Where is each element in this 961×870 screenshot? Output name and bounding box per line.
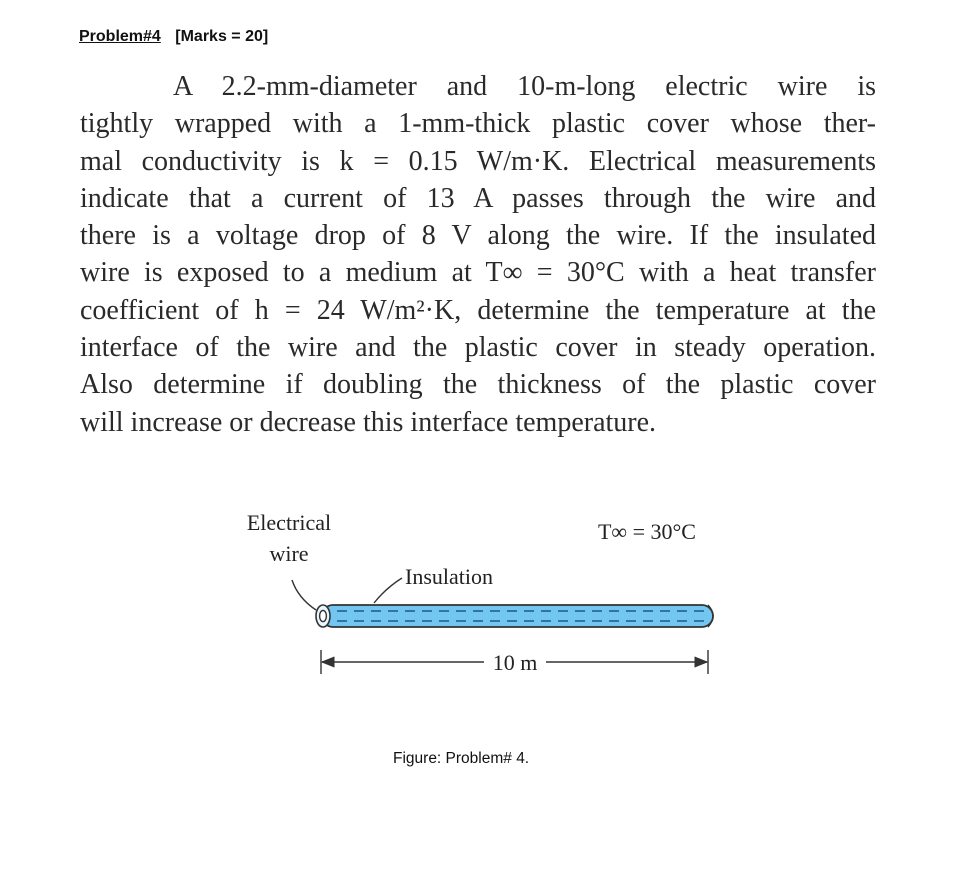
problem-number: Problem#4 xyxy=(79,28,161,45)
figure-caption: Figure: Problem# 4. xyxy=(393,750,530,767)
insulation-label: Insulation xyxy=(405,564,493,589)
problem-line: wire is exposed to a medium at T∞ = 30°C with a heat transfer xyxy=(80,257,876,289)
problem-line: indicate that a current of 13 A passes through the wire and xyxy=(80,182,876,214)
length-label: 10 m xyxy=(492,650,538,675)
problem-line: A 2.2-mm-diameter and 10-m-long electric wire is xyxy=(173,71,876,102)
marks-label: [Marks = 20] xyxy=(175,28,269,45)
ambient-temperature-label: T∞ = 30°C xyxy=(597,519,697,544)
problem-line: coefficient of h = 24 W/m²·K, determine the temperature at the xyxy=(80,294,876,326)
wire-leader-line xyxy=(292,580,316,610)
wire-core-end xyxy=(320,610,327,621)
problem-line: Also determine if doubling the thickness of the plastic cover xyxy=(80,369,876,401)
insulation-leader-line xyxy=(374,578,402,603)
problem-line: interface of the wire and the plastic cover in steady operation. xyxy=(80,332,876,364)
problem-line: there is a voltage drop of 8 V along the wire. If the insulated xyxy=(80,220,876,252)
electrical-wire-label-2: wire xyxy=(269,541,309,566)
problem-line: mal conductivity is k = 0.15 W/m·K. Electrical measurements xyxy=(80,145,876,177)
problem-line: tightly wrapped with a 1-mm-thick plastic cover whose ther- xyxy=(80,108,876,140)
insulated-wire xyxy=(322,605,713,627)
problem-line: will increase or decrease this interface temperature. xyxy=(80,406,657,438)
electrical-wire-label: Electrical xyxy=(246,510,332,535)
